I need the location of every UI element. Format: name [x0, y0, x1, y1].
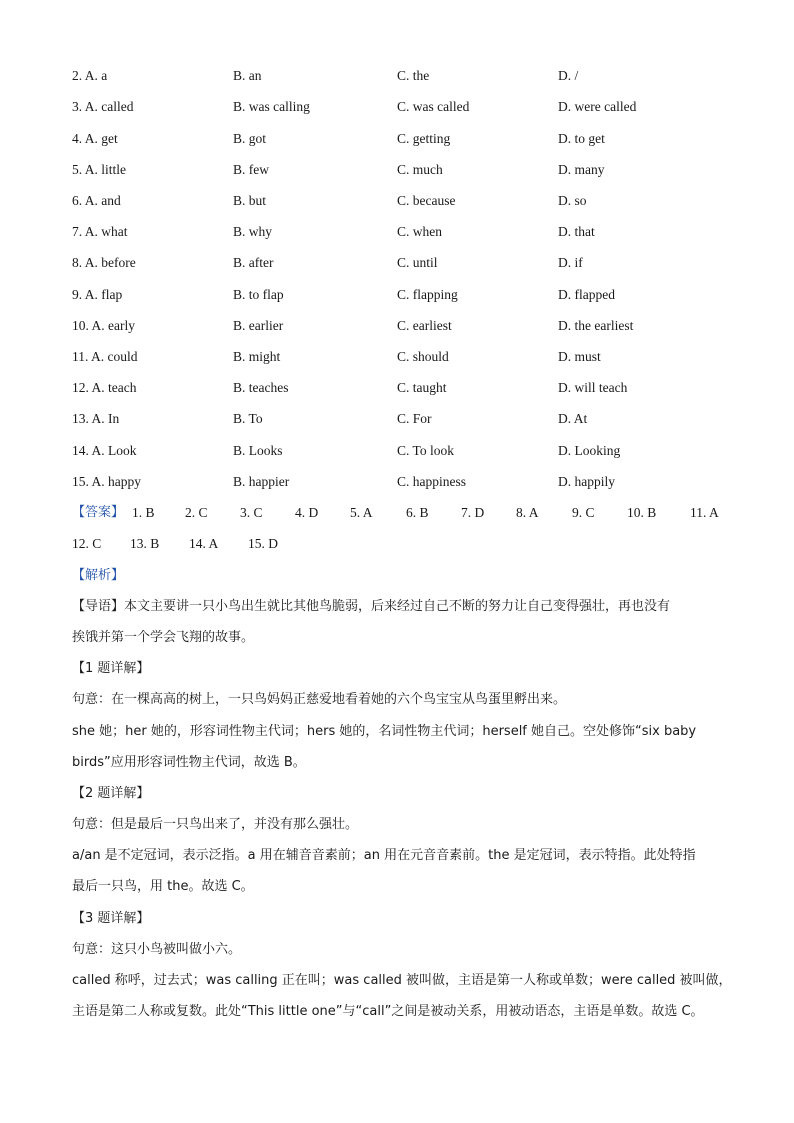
answer-item: 7. D — [461, 505, 485, 520]
option-row-5 — [0, 160, 794, 180]
q2-label: 【2 题详解】 — [72, 786, 150, 801]
answer-key-line-2 — [72, 534, 732, 554]
q3-text: 句意：这只小鸟被叫做小六。 — [72, 942, 242, 957]
option-c: C. should — [397, 349, 449, 364]
analysis-label: 【解析】 — [72, 568, 125, 583]
option-b: B. to flap — [233, 287, 284, 302]
intro-line: 【导语】本文主要讲一只小鸟出生就比其他鸟脆弱，后来经过自己不断的努力让自己变得强壮，再也没有 — [72, 599, 671, 614]
option-d: D. to get — [558, 131, 605, 146]
option-row-10 — [0, 316, 794, 336]
option-c: C. For — [397, 411, 432, 426]
answer-item: 10. B — [627, 505, 657, 520]
option-b: B. few — [233, 162, 269, 177]
option-b: B. teaches — [233, 380, 289, 395]
option-row-8 — [0, 253, 794, 273]
option-b: B. an — [233, 68, 262, 83]
option-a: 10. A. early — [72, 318, 135, 333]
option-row-9 — [0, 285, 794, 305]
option-d: D. At — [558, 411, 588, 426]
option-d: D. must — [558, 349, 601, 364]
option-c: C. taught — [397, 380, 447, 395]
option-d: D. will teach — [558, 380, 628, 395]
option-row-12 — [0, 378, 794, 398]
answer-item: 2. C — [185, 505, 208, 520]
q1-text: she 她；her 她的，形容词性物主代词；hers 她的，名词性物主代词；herself 她自己。空处修饰“six baby — [72, 724, 697, 739]
option-d: D. the earliest — [558, 318, 634, 333]
option-d: D. were called — [558, 99, 637, 114]
option-b: B. happier — [233, 474, 290, 489]
option-a: 12. A. teach — [72, 380, 137, 395]
q1-text: 句意：在一棵高高的树上，一只鸟妈妈正慈爱地看着她的六个鸟宝宝从鸟蛋里孵出来。 — [72, 692, 567, 707]
option-c: C. flapping — [397, 287, 458, 302]
option-a: 6. A. and — [72, 193, 121, 208]
option-d: D. that — [558, 224, 595, 239]
option-row-15 — [0, 472, 794, 492]
option-row-2 — [0, 66, 794, 86]
option-row-3 — [0, 97, 794, 117]
option-a: 4. A. get — [72, 131, 118, 146]
option-b: B. Looks — [233, 443, 283, 458]
option-row-6 — [0, 191, 794, 211]
option-b: B. got — [233, 131, 267, 146]
option-d: D. happily — [558, 474, 615, 489]
option-row-4 — [0, 129, 794, 149]
answer-item: 4. D — [295, 505, 319, 520]
option-c: C. happiness — [397, 474, 466, 489]
answer-item: 12. C — [72, 536, 102, 551]
option-b: B. after — [233, 255, 274, 270]
option-a: 14. A. Look — [72, 443, 137, 458]
option-a: 9. A. flap — [72, 287, 123, 302]
option-d: D. so — [558, 193, 587, 208]
option-c: C. until — [397, 255, 438, 270]
q3-text: called 称呼，过去式；was calling 正在叫；was called 被叫做，主语是第一人称或单数；were called 被叫做， — [72, 973, 732, 988]
answer-item: 3. C — [240, 505, 263, 520]
option-c: C. the — [397, 68, 430, 83]
answer-item: 8. A — [516, 505, 539, 520]
option-a: 2. A. a — [72, 68, 108, 83]
option-b: B. might — [233, 349, 281, 364]
option-row-13 — [0, 409, 794, 429]
option-b: B. but — [233, 193, 267, 208]
option-a: 13. A. In — [72, 411, 120, 426]
option-d: D. Looking — [558, 443, 621, 458]
option-a: 5. A. little — [72, 162, 126, 177]
answer-item: 6. B — [406, 505, 429, 520]
option-c: C. because — [397, 193, 456, 208]
q2-text: a/an 是不定冠词，表示泛指。a 用在辅音音素前；an 用在元音音素前。the 是定冠词，表示特指。此处特指 — [72, 848, 696, 863]
option-b: B. To — [233, 411, 263, 426]
q3-label: 【3 题详解】 — [72, 911, 150, 926]
option-c: C. getting — [397, 131, 451, 146]
option-d: D. many — [558, 162, 605, 177]
option-c: C. was called — [397, 99, 470, 114]
q1-text: birds”应用形容词性物主代词，故选 B。 — [72, 755, 306, 770]
option-c: C. much — [397, 162, 443, 177]
answer-item: 1. B — [132, 505, 155, 520]
answer-item: 15. D — [248, 536, 278, 551]
option-a: 7. A. what — [72, 224, 128, 239]
option-c: C. To look — [397, 443, 454, 458]
answer-item: 13. B — [130, 536, 160, 551]
option-a: 3. A. called — [72, 99, 134, 114]
option-d: D. flapped — [558, 287, 615, 302]
option-c: C. when — [397, 224, 442, 239]
option-b: B. was calling — [233, 99, 310, 114]
intro-line: 挨饿并第一个学会飞翔的故事。 — [72, 630, 255, 645]
option-d: D. / — [558, 68, 579, 83]
answer-label: 【答案】 — [72, 505, 125, 520]
option-a: 11. A. could — [72, 349, 138, 364]
answer-item: 11. A — [690, 505, 719, 520]
answer-item: 5. A — [350, 505, 373, 520]
q1-label: 【1 题详解】 — [72, 661, 150, 676]
option-row-11 — [0, 347, 794, 367]
answer-key-line-1 — [72, 503, 732, 523]
q3-text: 主语是第二人称或复数。此处“This little one”与“call”之间是被动关系，用被动语态，主语是单数。故选 C。 — [72, 1004, 704, 1019]
answer-item: 14. A — [189, 536, 219, 551]
q2-text: 句意：但是最后一只鸟出来了，并没有那么强壮。 — [72, 817, 359, 832]
option-row-14 — [0, 441, 794, 461]
option-a: 8. A. before — [72, 255, 136, 270]
option-b: B. earlier — [233, 318, 284, 333]
option-a: 15. A. happy — [72, 474, 141, 489]
q2-text: 最后一只鸟，用 the。故选 C。 — [72, 879, 254, 894]
option-row-7 — [0, 222, 794, 242]
option-d: D. if — [558, 255, 583, 270]
option-c: C. earliest — [397, 318, 452, 333]
option-b: B. why — [233, 224, 273, 239]
answer-item: 9. C — [572, 505, 595, 520]
